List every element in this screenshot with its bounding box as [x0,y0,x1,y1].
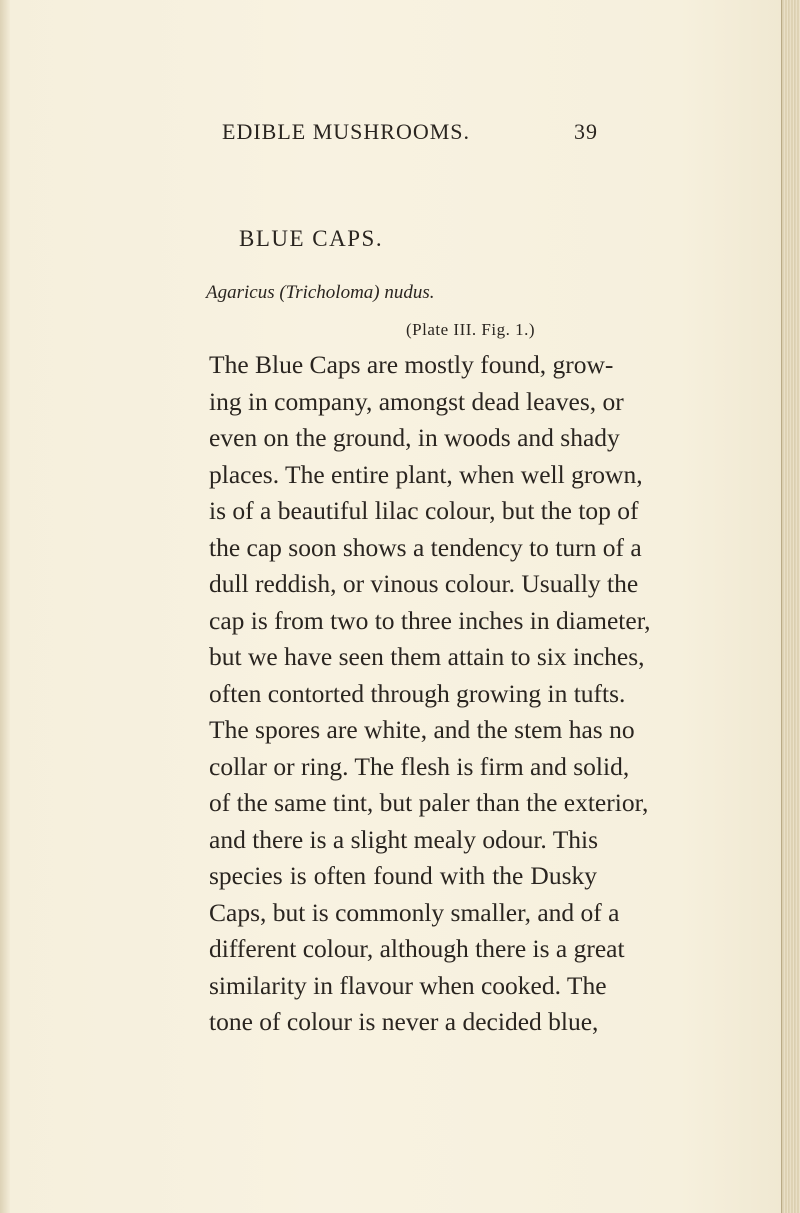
text-line: Caps, but is commonly smaller, and of a [209,897,620,927]
text-line: and there is a slight mealy odour. This [209,824,599,854]
running-title: EDIBLE MUSHROOMS. [222,119,471,144]
text-line: dull reddish, or vinous colour. Usually the [209,569,639,598]
latin-name: Agaricus (Tricholoma) nudus. [206,282,435,303]
text-line: places. The entire plant, when well grown, [209,459,643,489]
text-line: tone of colour is never a decided blue, [209,1007,599,1036]
text-line: The spores are white, and the stem has no [209,715,635,744]
text-line: of the same tint, but paler than the exterior, [209,788,649,817]
text-line: often contorted through growing in tufts. [209,678,626,708]
section-title: BLUE CAPS. [239,226,384,251]
text-line: collar or ring. The flesh is firm and solid, [209,751,630,781]
text-line: the cap soon shows a tendency to turn of a [209,532,642,562]
page-left-edge [0,0,10,1213]
text-line: is of a beautiful lilac colour, but the top of [209,496,639,525]
plate-reference: (Plate III. Fig. 1.) [406,320,535,339]
text-line: The Blue Caps are mostly found, grow- [209,350,614,379]
text-line: ing in company, amongst dead leaves, or [209,386,624,416]
text-line: different colour, although there is a great [209,934,625,963]
page-number: 39 [574,119,598,144]
text-line: cap is from two to three inches in diameter, [209,605,651,635]
text-line: but we have seen them attain to six inches, [209,642,645,671]
text-line: similarity in flavour when cooked. The [209,970,607,1000]
body-paragraph [209,347,651,1041]
page-stack-edge [781,0,800,1213]
running-head [222,119,598,149]
text-line: species is often found with the Dusky [209,861,597,890]
text-line: even on the ground, in woods and shady [209,423,620,452]
